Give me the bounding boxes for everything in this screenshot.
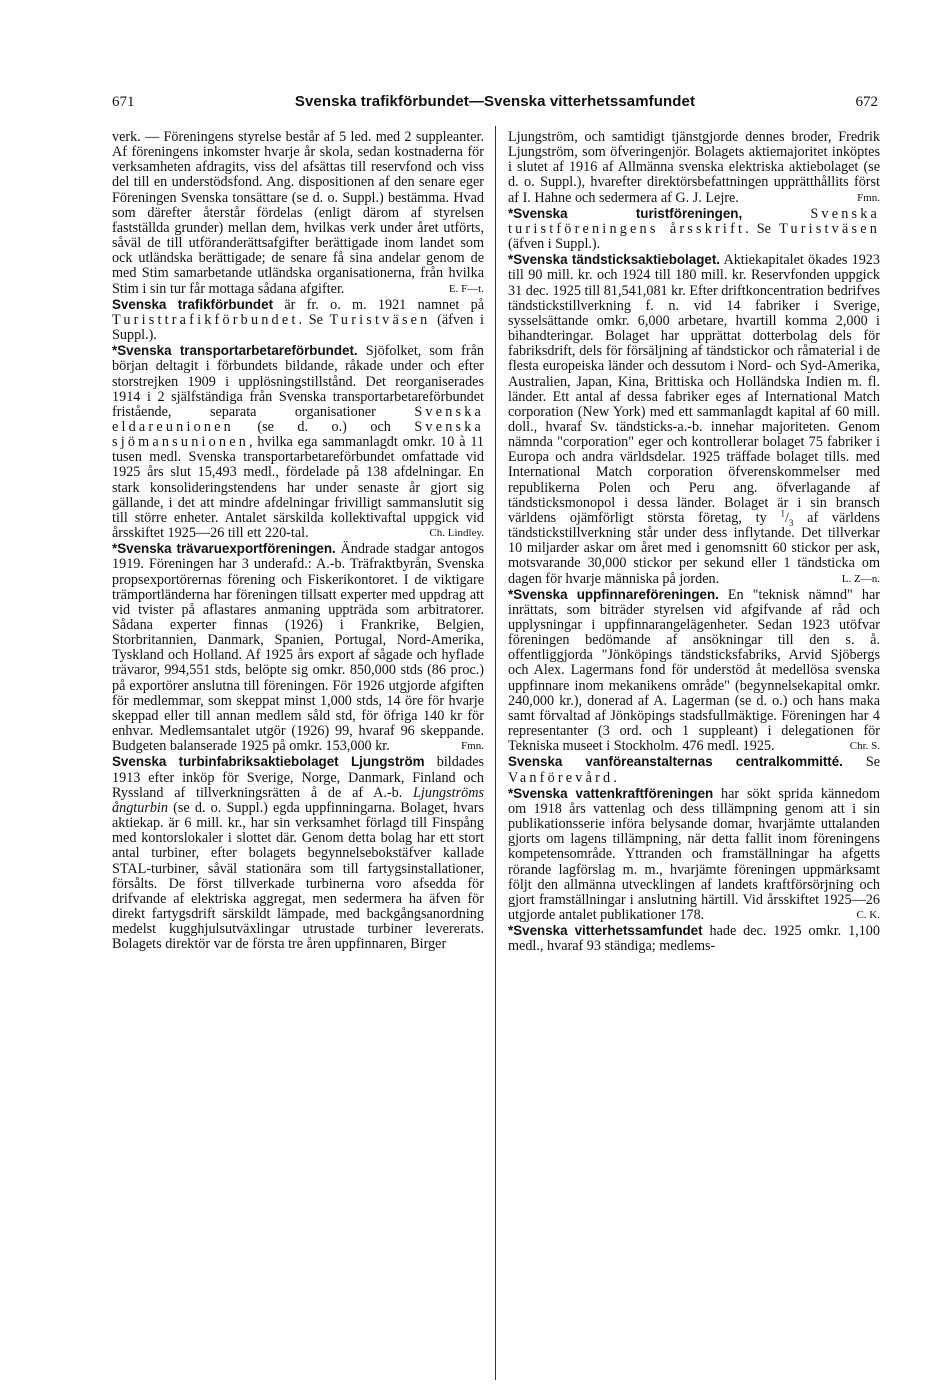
- entry-turistforeningen: *Svenska turistföreningen, Svenska turistföreningens årsskrift. Se Turistväsen (äfven i Suppl.).: [508, 205, 880, 253]
- fraction-denominator: 3: [788, 517, 794, 528]
- entry-headword: *Svenska turistföreningen,: [508, 205, 743, 221]
- entry-headword: *Svenska vitterhetssamfundet: [508, 923, 703, 939]
- author-signature: Fmn.: [857, 191, 880, 204]
- entry-headword: *Svenska tändsticksaktiebolaget.: [508, 252, 721, 268]
- entry-stim-continued: verk. — Föreningens styrelse består af 5 led. med 2 suppleanter. Af föreningens inkomster hvarje år skola, sedan kostnaderna för verksamheten afdragits, viss del afsättas till reservfond och viss del till en understödsfond. Ang. dispositionen af den senare eger Föreningen Svenska tonsättare (se d. o. Suppl.) bestämma. Hvad som därefter återstår fördelas (enligt därom af styrelsen fastställda grunder) mellan dem, hvilkas verk under året utförts, såväl de till utföranderättsafgifter berättigade inom landet som ock utländska berättigade; de senare få sina andelar genom de med Stim samarbetande utländska organisationerna, från hvilka Stim i sin tur får mottaga sådana afgifter. E. F—t.: [112, 130, 484, 297]
- cross-reference: Vanförevård: [508, 769, 614, 786]
- entry-uppfinnareforeningen: *Svenska uppfinnareföreningen. En "teknisk nämnd" har inrättats, som biträder styrelsen vid afgifvande af råd och upplysningar i uppfinnarangelägenheter. Sedan 1923 utöfvar föreningen bedömande af ansökningar till den s. å. offentliggjorda "Jönköpings tändsticksfabriks, Arvid Sjöbergs och Alex. Lagermans fond för understöd åt medellösa svenska uppfinnare inom mekanikens område" (begynnelsekapital omkr. 240,000 kr.), donerad af A. Lagerman (se d. o.) och hans maka samt förvaltad af Jönköpings stadsfullmäktige. Föreningen har 4 representanter (3 ord. och 1 suppleant) i delegationen för Tekniska museet i Stockholm. 476 medl. 1925. Chr. S.: [508, 586, 880, 755]
- page-number-right: 672: [855, 94, 878, 110]
- author-signature: E. F—t.: [448, 282, 484, 295]
- entry-headword: *Svenska uppfinnareföreningen.: [508, 586, 719, 602]
- author-signature: Chr. S.: [849, 740, 880, 753]
- column-divider: [495, 126, 496, 1380]
- cross-reference: Svenska turistföreningens årsskrift: [508, 205, 880, 237]
- left-column: [112, 130, 484, 1380]
- page-header: [112, 90, 878, 114]
- entry-tandsticksaktiebolaget: *Svenska tändsticksaktiebolaget. Aktiekapitalet ökades 1923 till 90 mill. kr. och 1924 till 180 mill. kr. Reservfonden uppgick 31 dec. 1925 till 81,541,081 kr. Efter driftkoncentration bedrifves tändstickstillverkning f. n. vid 14 fabriker i Sverige, sysselsättande omkr. 6,000 arbetare, hvartill komma 2,000 i bihandteringar. Bolaget har upprättat dotterbolag dels för fabriksdrift, dels för försäljning af tändstickor och råmaterial i de flesta europeiska länder och dessutom i Nord- och Syd-Amerika, Australien, Japan, Kina, Brittiska och Holländska Indien m. fl. länder. Ett antal af dessa fabriker eges af International Match corporation (New York) med ett sammanlagdt kapital af 60 mill. doll., hvaraf Sv. tändsticks-a.-b. innehar majoriteten. Genom nämnda "corporation" eger och kontrollerar bolaget 75 fabriker i Europa och andra världsdelar. 1925 träffade bolaget tills. med International Match corporation öfverenskommelser med republikerna Polen och Peru ang. öfverlagande af tändsticksmonopol i dessa länder. Bolaget är i sin bransch världens ojämförligt största företag, ty $^1/_3$ af världens tändstickstillverkning står under dess inflytande. Det tillverkar 10 miljarder askar om året med i genomsnitt 60 stickor per ask, motsvarande 30,000 stickor per sekund eller 1 tändsticka om dagen för hvarje människa på jorden. L. Z—n.: [508, 252, 880, 587]
- author-signature: L. Z—n.: [841, 572, 880, 585]
- entry-headword: *Svenska trävaruexportföreningen.: [112, 541, 336, 557]
- author-signature: Fmn.: [461, 740, 484, 753]
- cross-reference: Turistväsen: [779, 220, 880, 237]
- entry-headword: Svenska trafikförbundet: [112, 296, 274, 312]
- entry-vattenkraftforeningen: *Svenska vattenkraftföreningen har sökt sprida kännedom om 1918 års vattenlag och dess tillämpning genom att i sin publikationsserie införa belysande domar, hvarjämte uttalanden gjorts om lagens tillämpning, när detta fallit inom föreningens kompetensområde. Yttranden och framställningar ha afgetts rörande lagförslag m. m., hvarjämte föreningen uppmärksamt följt den allmänna utvecklingen af landets kraftförsörjning och gjort framställningar i anslutning härtill. Vid årsskiftet 1925—26 utgjorde antalet publikationer 178. C. K.: [508, 785, 880, 923]
- author-signature: Ch. Lindley.: [429, 527, 484, 540]
- entry-headword: *Svenska transportarbetareförbundet.: [112, 343, 358, 359]
- cross-reference: Svenska sjömansunionen: [112, 418, 484, 451]
- page-number-left: 671: [112, 94, 135, 110]
- entry-transportarbetareforbundet: *Svenska transportarbetareförbundet. Sjöfolket, som från början deltagit i förbundets bildande, råkade under och efter storstrejken 1909 i upplösningstillstånd. Det reorganiserades 1914 i 2 själfständiga från Svenska transportarbetareförbundet fristående, separata organisationer Svenska eldareunionen (se d. o.) och Svenska sjömansunionen, hvilka ega sammanlagdt omkr. 10 à 11 tusen medl. Svenska transportarbetareförbundet omfattade vid 1925 års slut 15,493 medl., fördelade på 138 afdelningar. En stark konsolideringstendens har under senaste år gjort sig gällande, i det att mindre afdelningar frivilligt sammanslutit sig till större enheter. Antalet särskilda kollektivaftal uppgick vid årsskiftet 1925—26 till ett 220-tal. Ch. Lindley.: [112, 343, 484, 542]
- entry-headword: Svenska turbinfabriksaktiebolaget Ljungström: [112, 754, 425, 770]
- italic-title: Ljungströms ångturbin: [112, 784, 484, 816]
- cross-reference: Turistväsen: [329, 311, 431, 328]
- entry-trafikforbundet: Svenska trafikförbundet är fr. o. m. 1921 namnet på Turisttrafikförbundet. Se Turistväsen (äfven i Suppl.).: [112, 296, 484, 344]
- entry-travaruexportforeningen: *Svenska trävaruexportföreningen. Ändrade stadgar antogos 1919. Föreningen har 3 underafd.: A.-b. Träfraktbyrån, Svenska propsexportörernas förening och Fiskerikontoret. I de viktigare trämportländerna har föreningen tillsatt experter med uppdrag att vid tvister på aflastares anmaning uppträda som arbitratorer. Sådana experter finnas (1926) i Frankrike, Belgien, Storbritannien, Danmark, Spanien, Portugal, Nord-Amerika, Tyskland och Holland. Af 1925 års export af sågade och hyflade trävaror, 994,551 stds, belöpte sig omkr. 850,000 stds (86 proc.) på exportörer anslutna till föreningen. För 1926 utgjorde afgiften för medlemmar, som skeppat minst 1,000 stds, 14 öre för hvarje skeppad eller till annan medlem såld std, för öfriga 140 kr för enhvar. Medlemsantalet utgör (1926) 99, hvaraf 96 skeppande. Budgeten balanserade 1925 på omkr. 153,000 kr. Fmn.: [112, 541, 484, 755]
- entry-turbinfabriksaktiebolaget: Svenska turbinfabriksaktiebolaget Ljungström bildades 1913 efter inköp för Sverige, Norge, Danmark, Finland och Ryssland af tillverkningsrätten å de af A.-b. Ljungströms ångturbin (se d. o. Suppl.) egda uppfinningarna. Bolaget, hvars aktiekap. är 6 mill. kr., har sin verksamhet förlagd till Finspång med kontorslokaler i slottet där. Genom detta bolag har ett stort antal turbiner, efter bolagets begynnelsebokstäfver kallade STAL-turbiner, såväl stationära som till fartygsinstallationer, försålts. De först tillverkade turbinerna voro afsedda för drifvande af elektriska aggregat, men sedermera ha äfven för direkt fartygsdrift särskildt lämpade, med backgångsanordning medelst kugghjulsutväxlingar utrustade turbiner levererats. Bolagets direktör var de första tre åren uppfinnaren, Birger: [112, 754, 484, 953]
- entry-headword: *Svenska vattenkraftföreningen: [508, 785, 714, 801]
- entry-vitterhetssamfundet: *Svenska vitterhetssamfundet hade dec. 1925 omkr. 1,100 medl., hvaraf 93 ständiga; medlems-: [508, 923, 880, 955]
- cross-reference: Svenska eldareunionen: [112, 403, 484, 435]
- right-column: [508, 130, 880, 1380]
- entry-vanforeanstalternas-centralkommitte: Svenska vanföreanstalternas centralkommitté. Se Vanförevård.: [508, 754, 880, 786]
- cross-reference: Turisttrafikförbundet: [112, 311, 299, 328]
- entry-headword: Svenska vanföreanstalternas centralkommitté.: [508, 754, 843, 770]
- fraction-numerator: 1: [780, 508, 785, 519]
- entry-turbinfabriksaktiebolaget-continued: Ljungström, och samtidigt tjänstgjorde dennes broder, Fredrik Ljungström, som öfveringenjör. Bolagets aktiemajoritet inköptes i slutet af 1916 af Allmänna svenska elektriska aktiebolaget (se d. o. Suppl.), hvarefter direktörsbefattningen upprätthållits först af I. Hahne och sedermera af G. J. Lejre. Fmn.: [508, 130, 880, 206]
- author-signature: C. K.: [856, 908, 880, 921]
- running-title: Svenska trafikförbundet—Svenska vitterhetssamfundet: [294, 93, 696, 110]
